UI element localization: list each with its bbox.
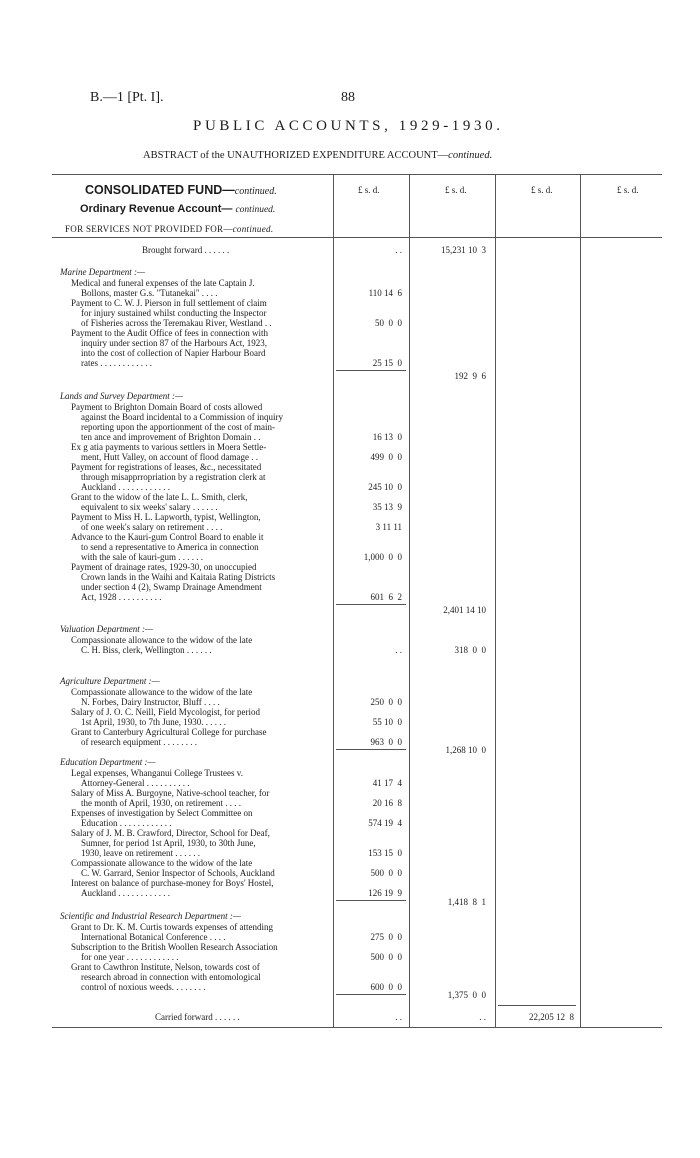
item-line: Grant to Canterbury Agricultural College for purchase [71,727,267,737]
services-heading [65,224,273,234]
item-line: inquiry under section 87 of the Harbours Act, 1923, [81,338,267,348]
list-item [71,788,320,808]
item-line: Compassionate allowance to the widow of the late [71,687,253,697]
currency-header-col3: £ s. d. [531,185,553,195]
item-line: Interest on balance of purchase-money for Boys' Hostel, [71,878,274,888]
item-line: N. Forbes, Dairy Instructor, Bluff . . . . [81,697,220,707]
item-amount: 110 14 6 [368,288,402,298]
item-amount: 50 0 0 [375,318,402,328]
item-line: rates . . . . . . . . . . . . [81,358,152,368]
section-total: 1,418 8 1 [447,897,486,907]
item-amount: 499 0 0 [370,452,402,462]
item-line: Legal expenses, Whanganui College Trustees v. [71,768,243,778]
list-item [71,727,320,747]
item-amount: . . [395,645,402,655]
item-amount: 500 0 0 [370,868,402,878]
item-line: control of noxious weeds. . . . . . . . [81,982,206,992]
page-title: PUBLIC ACCOUNTS, 1929-1930. [193,118,504,134]
item-line: Education . . . . . . . . . . . . [81,818,172,828]
item-line: Subscription to the British Woollen Research Association [71,942,278,952]
item-line: Crown lands in the Waihi and Kaitaia Rating Districts [81,572,276,582]
list-item [71,442,320,462]
item-line: Payment to C. W. J. Pierson in full settlement of claim [71,298,267,308]
currency-header-col1: £ s. d. [358,185,380,195]
item-line: Auckland . . . . . . . . . . . . [81,888,170,898]
department-heading: Marine Department :— [60,267,145,277]
item-line: with the sale of kauri-gum . . . . . . [81,552,203,562]
department-heading: Scientific and Industrial Research Department :— [60,911,241,921]
item-line: to send a representative to America in connection [81,542,259,552]
subtotal-rule [336,994,406,995]
currency-header-col2: £ s. d. [445,185,467,195]
item-amount: 3 11 11 [375,522,402,532]
list-item [71,942,320,962]
item-line: Advance to the Kauri-gum Control Board to enable it [71,532,264,542]
item-line: of research equipment . . . . . . . . [81,737,197,747]
item-line: Payment to the Audit Office of fees in connection with [71,328,269,338]
document-reference: B.—1 [Pt. I]. [90,90,164,105]
item-line: Attorney-General . . . . . . . . . . [81,778,190,788]
item-line: Sumner, for period 1st April, 1930, to 30th June, [81,838,256,848]
carried-forward-col1: . . [395,1012,402,1022]
subtitle-main: ABSTRACT of the UNAUTHORIZED EXPENDITURE ACCOUNT— [143,150,449,161]
page-number: 88 [341,90,355,105]
brought-forward-col1: . . [395,245,402,255]
fund-heading [85,183,277,197]
item-line: for one year . . . . . . . . . . . . [81,952,179,962]
item-line: Payment to Miss H. L. Lapworth, typist, Wellington, [71,512,261,522]
list-item [71,687,320,707]
section-total: 2,401 14 10 [443,605,486,615]
subtotal-rule [336,370,406,371]
section-total: 1,268 10 0 [445,745,486,755]
item-amount: 153 15 0 [368,848,402,858]
item-line: of one week's salary on retirement . . . . [81,522,223,532]
list-item [71,278,320,298]
item-line: under section 4 (2), Swamp Drainage Amendment [81,582,262,592]
fund-heading-main: CONSOLIDATED FUND— [85,183,235,197]
col-rule-2 [409,174,410,1028]
page-subtitle [143,150,492,161]
item-amount: 963 0 0 [370,737,402,747]
item-line: research abroad in connection with entomological [81,972,261,982]
list-item [71,878,320,898]
brought-forward-label: Brought forward . . . . . . [142,245,230,255]
list-item [71,858,320,878]
department-heading: Lands and Survey Department :— [60,391,183,401]
item-amount: 500 0 0 [370,952,402,962]
list-item [71,768,320,788]
list-item [71,707,320,727]
item-line: ment, Hutt Valley, on account of flood damage . . [81,452,258,462]
list-item [71,402,320,442]
item-line: ten ance and improvement of Brighton Domain . . [81,432,261,442]
item-amount: 35 13 9 [372,502,402,512]
carried-forward-label: Carried forward . . . . . . [155,1012,240,1022]
col-rule-4 [580,174,581,1028]
item-line: 1930, leave on retirement . . . . . . [81,848,200,858]
item-line: through misapprropriation by a registration clerk at [81,472,266,482]
item-line: reporting upon the apportionment of the cost of main- [81,422,275,432]
item-amount: 20 16 8 [372,798,402,808]
item-amount: 245 10 0 [368,482,402,492]
item-line: Ex g atia payments to various settlers in Moera Settle- [71,442,267,452]
item-amount: 574 19 4 [368,818,402,828]
item-line: Salary of J. M. B. Crawford, Director, School for Deaf, [71,828,270,838]
item-amount: 600 0 0 [370,982,402,992]
heading-bottom-rule [52,237,662,238]
table-top-rule [52,174,662,175]
list-item [71,492,320,512]
brought-forward-col2: 15,231 10 3 [441,245,486,255]
revenue-account-main: Ordinary Revenue Account— [80,203,233,215]
fund-heading-continued: continued. [234,186,277,197]
item-line: Medical and funeral expenses of the late Captain J. [71,278,255,288]
list-item [71,828,320,858]
item-line: Payment of drainage rates, 1929-30, on unoccupied [71,562,257,572]
carried-forward-rule [498,1005,576,1006]
subtotal-rule [336,900,406,901]
item-line: Payment to Brighton Domain Board of costs allowed [71,402,263,412]
item-line: for injury sustained whilst conducting the Inspector [81,308,267,318]
subtotal-rule [336,604,406,605]
item-line: Salary of J. O. C. Neill, Field Mycologist, for period [71,707,260,717]
item-amount: 41 17 4 [372,778,402,788]
item-line: C. W. Garrard, Senior Inspector of Schools, Auckland [81,868,275,878]
item-amount: 1,000 0 0 [363,552,402,562]
list-item [71,635,320,655]
item-line: against the Board incidental to a Commission of inquiry [81,412,283,422]
list-item [71,922,320,942]
item-line: Grant to Cawthron Institute, Nelson, towards cost of [71,962,260,972]
item-line: Payment for registrations of leases, &c., necessitated [71,462,262,472]
revenue-account-continued: continued. [235,205,276,215]
col-rule-1 [333,174,334,1028]
item-amount: 55 10 0 [372,717,402,727]
department-heading: Valuation Department :— [60,624,153,634]
services-heading-main: FOR SERVICES NOT PROVIDED FOR— [65,224,233,234]
item-line: Grant to Dr. K. M. Curtis towards expenses of attending [71,922,273,932]
item-line: Salary of Miss A. Burgoyne, Native-school teacher, for [71,788,270,798]
list-item [71,512,320,532]
item-line: of Fisheries across the Teremakau River, Westland . . [81,318,272,328]
department-heading: Education Department :— [60,757,156,767]
services-heading-continued: continued. [232,224,274,234]
currency-header-col4: £ s. d. [617,185,639,195]
list-item [71,462,320,492]
list-item [71,562,320,602]
item-line: International Botanical Conference . . . . [81,932,226,942]
item-amount: 250 0 0 [370,697,402,707]
item-amount: 25 15 0 [372,358,402,368]
item-line: the month of April, 1930, on retirement . . . . [81,798,241,808]
carried-forward-col3: 22,205 12 8 [529,1012,574,1022]
carried-forward-col2: . . [479,1012,486,1022]
item-amount: 275 0 0 [370,932,402,942]
section-total: 1,375 0 0 [447,990,486,1000]
col-rule-3 [495,174,496,1028]
subtotal-rule [336,749,406,750]
item-line: Expenses of investigation by Select Committee on [71,808,253,818]
list-item [71,962,320,992]
table-bottom-rule [52,1027,662,1028]
item-line: Auckland . . . . . . . . . . . . [81,482,170,492]
item-line: into the cost of collection of Napier Harbour Board [81,348,266,358]
item-line: Compassionate allowance to the widow of the late [71,635,253,645]
subtitle-continued: continued. [448,150,493,161]
item-line: Bollons, master G.s. "Tutanekai" . . . . [81,288,218,298]
list-item [71,298,320,328]
list-item [71,532,320,562]
list-item [71,328,320,368]
item-amount: 601 6 2 [370,592,402,602]
item-line: equivalent to six weeks' salary . . . . . . [81,502,218,512]
list-item [71,808,320,828]
item-line: Compassionate allowance to the widow of the late [71,858,253,868]
item-line: 1st April, 1930, to 7th June, 1930. . . . . . [81,717,227,727]
item-line: C. H. Biss, clerk, Wellington . . . . . . [81,645,212,655]
revenue-account-heading [80,203,275,215]
item-amount: 16 13 0 [372,432,402,442]
item-line: Grant to the widow of the late L. L. Smith, clerk, [71,492,248,502]
section-total: 318 0 0 [454,645,486,655]
section-total: 192 9 6 [454,371,486,381]
item-line: Act, 1928 . . . . . . . . . . [81,592,162,602]
department-heading: Agriculture Department :— [60,676,160,686]
item-amount: 126 19 9 [368,888,402,898]
